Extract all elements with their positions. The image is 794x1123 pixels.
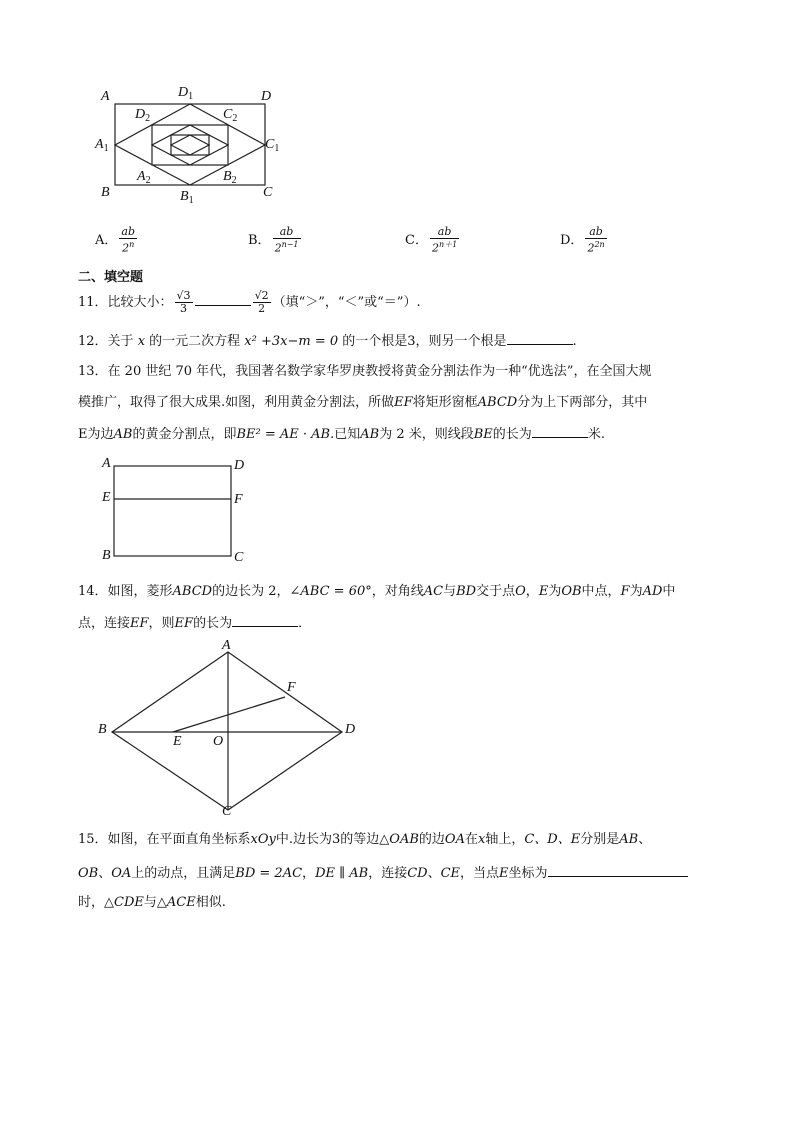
q10-option-a[interactable] bbox=[95, 226, 139, 255]
sqrt2-over-2: $\frac{√2}{2}$ bbox=[254, 289, 269, 315]
rhombus-3 bbox=[171, 135, 209, 155]
rhombus-figure bbox=[95, 644, 365, 824]
label-D1: $D_1$ bbox=[178, 85, 194, 102]
q14-line-1: 14．如图，菱形ABCD的边长为 2，∠ABC = 60°，对角线AC与BD交于点O，E为OB中点，F为AD中 bbox=[78, 584, 676, 599]
label-C: C bbox=[263, 185, 273, 200]
label-D: D bbox=[261, 89, 272, 104]
label-F: F bbox=[287, 680, 296, 695]
sqrt3-over-3: $\frac{√3}{3}$ bbox=[176, 289, 191, 315]
q14-figure bbox=[95, 638, 365, 824]
option-fraction: $\frac{ab}{2^{2n}}$ bbox=[587, 225, 605, 255]
q13-line-2: 模推广，取得了很大成果.如图，利用黄金分割法，所做EF将矩形窗框ABCD分为上下两部分，其中 bbox=[78, 395, 648, 410]
section-title: 二、填空题 bbox=[78, 270, 144, 285]
label-D: D bbox=[234, 458, 245, 473]
option-letter: B． bbox=[248, 232, 271, 248]
label-B: B bbox=[98, 722, 107, 737]
label-B2: $B_2$ bbox=[223, 169, 237, 186]
label-C: C bbox=[222, 804, 232, 819]
label-D2: $D_2$ bbox=[135, 107, 151, 124]
option-fraction: $\frac{ab}{2^n}$ bbox=[121, 225, 135, 255]
q15-line-2: OB、OA上的动点，且满足BD = 2AC，DE ∥ AB，连接CD、CE，当点E坐标为 bbox=[78, 862, 688, 884]
q13-line-1: 13．在 20 世纪 70 年代，我国著名数学家华罗庚教授将黄金分割法作为一种“优选法”，在全国大规 bbox=[78, 364, 652, 379]
q11-answer-blank[interactable] bbox=[195, 291, 251, 306]
q15-line-3: 时，△CDE与△ACE相似. bbox=[78, 895, 226, 910]
q10-option-b[interactable] bbox=[248, 226, 303, 255]
label-B1: $B_1$ bbox=[180, 189, 194, 206]
option-fraction: $\frac{ab}{2^{n-1}}$ bbox=[274, 225, 299, 255]
q11-suffix: （填“＞”，“＜”或“＝”）. bbox=[272, 295, 421, 310]
rhombus-2 bbox=[152, 125, 228, 165]
option-fraction: $\frac{ab}{2^{n+1}}$ bbox=[431, 225, 458, 255]
q10-figure bbox=[95, 85, 295, 210]
q11 bbox=[78, 290, 421, 315]
label-A: A bbox=[222, 638, 231, 653]
q13-answer-blank[interactable] bbox=[532, 423, 588, 438]
label-E: E bbox=[173, 734, 182, 749]
option-letter: D． bbox=[560, 232, 584, 248]
q13-line-3: E为边AB的黄金分割点，即BE² = AE · AB.已知AB为 2 米，则线段BE的长为 米. bbox=[78, 423, 605, 445]
q11-prefix: 11．比较大小： bbox=[78, 295, 173, 310]
q12: 12．关于 x 的一元二次方程 x² +3x−m = 0 的一个根是3，则另一个根是 . bbox=[78, 330, 577, 352]
label-C1: $C_1$ bbox=[265, 137, 280, 154]
label-A2: $A_2$ bbox=[137, 169, 151, 186]
label-C: C bbox=[234, 550, 244, 565]
label-E: E bbox=[102, 490, 111, 505]
q12-answer-blank[interactable] bbox=[507, 330, 573, 345]
label-B: B bbox=[102, 548, 111, 563]
q10-option-d[interactable] bbox=[560, 226, 609, 255]
label-A1: $A_1$ bbox=[95, 137, 109, 154]
option-letter: C． bbox=[405, 232, 428, 248]
option-letter: A． bbox=[95, 232, 118, 248]
label-A: A bbox=[101, 89, 110, 104]
label-B: B bbox=[101, 185, 110, 200]
q13-figure bbox=[100, 456, 260, 568]
label-O: O bbox=[213, 734, 224, 749]
label-F: F bbox=[234, 492, 243, 507]
q14-line-2: 点，连接EF，则EF的长为 ． bbox=[78, 612, 311, 634]
label-D: D bbox=[345, 722, 356, 737]
label-C2: $C_2$ bbox=[223, 107, 238, 124]
window-rect bbox=[114, 466, 231, 556]
segment-EF bbox=[173, 697, 285, 732]
rectangle-3 bbox=[171, 135, 209, 155]
q15-line-1: 15．如图，在平面直角坐标系xOy中.边长为3的等边△OAB的边OA在x轴上，C、D、E分别是AB、 bbox=[78, 832, 652, 847]
q14-answer-blank[interactable] bbox=[232, 612, 298, 627]
q15-answer-blank[interactable] bbox=[548, 862, 688, 877]
rectangle-2 bbox=[152, 125, 228, 165]
label-A: A bbox=[102, 456, 111, 471]
q10-option-c[interactable] bbox=[405, 226, 461, 255]
rhombus-ABCD bbox=[112, 652, 342, 810]
